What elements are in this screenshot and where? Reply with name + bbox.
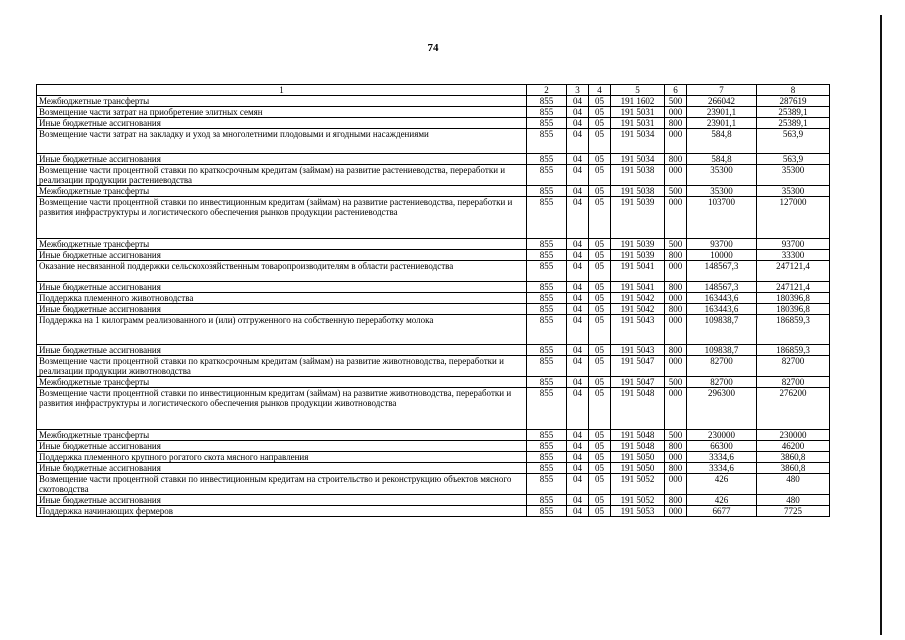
code-section-cell: 04: [567, 118, 589, 129]
code-section-cell: 04: [567, 250, 589, 261]
amount-year2-cell: 127000: [757, 197, 830, 239]
row-label-cell: Поддержка начинающих фермеров: [37, 506, 527, 517]
code-type-cell: 500: [665, 430, 687, 441]
code-subsection-cell: 05: [589, 165, 611, 186]
code-target-cell: 191 5048: [611, 430, 665, 441]
code-section-cell: 04: [567, 282, 589, 293]
code-section-cell: 04: [567, 441, 589, 452]
code-section-cell: 04: [567, 304, 589, 315]
code-type-cell: 000: [665, 261, 687, 282]
row-label-cell: Межбюджетные трансферты: [37, 239, 527, 250]
code-section-cell: 04: [567, 388, 589, 430]
amount-year1-cell: 230000: [687, 430, 757, 441]
row-label-cell: Возмещение части процентной ставки по краткосрочным кредитам (займам) на развитие растениеводства, переработки и реализации продукции растениеводства: [37, 165, 527, 186]
row-label-cell: Иные бюджетные ассигнования: [37, 345, 527, 356]
code-target-cell: 191 5039: [611, 250, 665, 261]
code-section-cell: 04: [567, 315, 589, 345]
amount-year1-cell: 163443,6: [687, 304, 757, 315]
code-subsection-cell: 05: [589, 315, 611, 345]
amount-year2-cell: 276200: [757, 388, 830, 430]
table-row: [37, 154, 830, 165]
row-label-cell: Иные бюджетные ассигнования: [37, 282, 527, 293]
code-type-cell: 000: [665, 452, 687, 463]
amount-year1-cell: 10000: [687, 250, 757, 261]
header-cell: 4: [589, 85, 611, 96]
table-row: [37, 293, 830, 304]
header-cell: 5: [611, 85, 665, 96]
code-type-cell: 800: [665, 345, 687, 356]
code-target-cell: 191 1602: [611, 96, 665, 107]
code-type-cell: 800: [665, 118, 687, 129]
code-section-cell: 04: [567, 452, 589, 463]
row-label-cell: Иные бюджетные ассигнования: [37, 154, 527, 165]
code-section-cell: 04: [567, 107, 589, 118]
code-target-cell: 191 5050: [611, 452, 665, 463]
code-subsection-cell: 05: [589, 441, 611, 452]
code-type-cell: 000: [665, 506, 687, 517]
amount-year1-cell: 93700: [687, 239, 757, 250]
code-ministry-cell: 855: [527, 388, 567, 430]
code-type-cell: 000: [665, 165, 687, 186]
code-ministry-cell: 855: [527, 345, 567, 356]
table-body: [37, 85, 830, 517]
code-target-cell: 191 5047: [611, 356, 665, 377]
code-ministry-cell: 855: [527, 506, 567, 517]
row-label-cell: Возмещение части процентной ставки по инвестиционным кредитам (займам) на развитие растениеводства, переработки и развития инфраструктуры и логистического обеспечения рынков продукции растениеводства: [37, 197, 527, 239]
table-row: [37, 506, 830, 517]
row-label-cell: Иные бюджетные ассигнования: [37, 495, 527, 506]
code-ministry-cell: 855: [527, 304, 567, 315]
table-row: [37, 474, 830, 495]
code-type-cell: 500: [665, 96, 687, 107]
code-subsection-cell: 05: [589, 506, 611, 517]
amount-year2-cell: 230000: [757, 430, 830, 441]
code-subsection-cell: 05: [589, 452, 611, 463]
header-cell: 6: [665, 85, 687, 96]
code-target-cell: 191 5038: [611, 186, 665, 197]
code-target-cell: 191 5034: [611, 154, 665, 165]
amount-year1-cell: 35300: [687, 165, 757, 186]
code-subsection-cell: 05: [589, 250, 611, 261]
code-type-cell: 500: [665, 239, 687, 250]
code-target-cell: 191 5039: [611, 239, 665, 250]
amount-year1-cell: 163443,6: [687, 293, 757, 304]
row-label-cell: Межбюджетные трансферты: [37, 96, 527, 107]
code-ministry-cell: 855: [527, 452, 567, 463]
amount-year1-cell: 6677: [687, 506, 757, 517]
code-ministry-cell: 855: [527, 165, 567, 186]
code-ministry-cell: 855: [527, 154, 567, 165]
amount-year1-cell: 35300: [687, 186, 757, 197]
code-target-cell: 191 5041: [611, 282, 665, 293]
row-label-cell: Межбюджетные трансферты: [37, 377, 527, 388]
code-type-cell: 800: [665, 495, 687, 506]
code-subsection-cell: 05: [589, 129, 611, 154]
header-cell: 1: [37, 85, 527, 96]
budget-table: [36, 84, 830, 517]
row-label-cell: Оказание несвязанной поддержки сельскохозяйственным товаропроизводителям в области растениеводства: [37, 261, 527, 282]
code-ministry-cell: 855: [527, 495, 567, 506]
code-section-cell: 04: [567, 186, 589, 197]
amount-year1-cell: 3334,6: [687, 452, 757, 463]
amount-year1-cell: 148567,3: [687, 282, 757, 293]
amount-year2-cell: 287619: [757, 96, 830, 107]
code-target-cell: 191 5039: [611, 197, 665, 239]
code-subsection-cell: 05: [589, 197, 611, 239]
code-section-cell: 04: [567, 463, 589, 474]
table-row: [37, 261, 830, 282]
code-target-cell: 191 5042: [611, 293, 665, 304]
amount-year2-cell: 480: [757, 474, 830, 495]
table-row: [37, 430, 830, 441]
amount-year2-cell: 35300: [757, 165, 830, 186]
row-label-cell: Межбюджетные трансферты: [37, 430, 527, 441]
amount-year1-cell: 109838,7: [687, 315, 757, 345]
code-target-cell: 191 5052: [611, 474, 665, 495]
table-row: [37, 441, 830, 452]
code-type-cell: 800: [665, 282, 687, 293]
page-edge-divider: [880, 15, 882, 635]
amount-year1-cell: 426: [687, 474, 757, 495]
table-row: [37, 315, 830, 345]
code-section-cell: 04: [567, 96, 589, 107]
row-label-cell: Возмещение части процентной ставки по инвестиционным кредитам на строительство и реконструкцию объектов мясного скотоводства: [37, 474, 527, 495]
amount-year2-cell: 33300: [757, 250, 830, 261]
code-section-cell: 04: [567, 377, 589, 388]
amount-year2-cell: 480: [757, 495, 830, 506]
amount-year2-cell: 180396,8: [757, 293, 830, 304]
amount-year2-cell: 35300: [757, 186, 830, 197]
code-type-cell: 800: [665, 463, 687, 474]
table-row: [37, 345, 830, 356]
code-ministry-cell: 855: [527, 96, 567, 107]
code-ministry-cell: 855: [527, 356, 567, 377]
table-row: [37, 118, 830, 129]
amount-year2-cell: 46200: [757, 441, 830, 452]
code-subsection-cell: 05: [589, 345, 611, 356]
code-ministry-cell: 855: [527, 107, 567, 118]
code-target-cell: 191 5048: [611, 441, 665, 452]
table-row: [37, 165, 830, 186]
code-ministry-cell: 855: [527, 129, 567, 154]
code-type-cell: 800: [665, 441, 687, 452]
row-label-cell: Иные бюджетные ассигнования: [37, 463, 527, 474]
code-subsection-cell: 05: [589, 388, 611, 430]
table-row: [37, 356, 830, 377]
code-target-cell: 191 5047: [611, 377, 665, 388]
code-target-cell: 191 5031: [611, 118, 665, 129]
code-ministry-cell: 855: [527, 186, 567, 197]
code-type-cell: 000: [665, 293, 687, 304]
code-type-cell: 800: [665, 250, 687, 261]
code-ministry-cell: 855: [527, 430, 567, 441]
code-type-cell: 000: [665, 107, 687, 118]
table-row: [37, 96, 830, 107]
code-section-cell: 04: [567, 165, 589, 186]
amount-year2-cell: 7725: [757, 506, 830, 517]
row-label-cell: Возмещение части процентной ставки по инвестиционным кредитам (займам) на развитие животноводства, переработки и развития инфраструктуры и логистического обеспечения рынков продукции животноводства: [37, 388, 527, 430]
code-subsection-cell: 05: [589, 96, 611, 107]
code-ministry-cell: 855: [527, 282, 567, 293]
amount-year1-cell: 296300: [687, 388, 757, 430]
row-label-cell: Иные бюджетные ассигнования: [37, 250, 527, 261]
code-type-cell: 000: [665, 388, 687, 430]
row-label-cell: Иные бюджетные ассигнования: [37, 304, 527, 315]
table-row: [37, 282, 830, 293]
amount-year2-cell: 563,9: [757, 129, 830, 154]
code-subsection-cell: 05: [589, 261, 611, 282]
code-section-cell: 04: [567, 197, 589, 239]
code-type-cell: 000: [665, 129, 687, 154]
table-row: [37, 495, 830, 506]
amount-year1-cell: 103700: [687, 197, 757, 239]
table-row: [37, 463, 830, 474]
amount-year2-cell: 186859,3: [757, 345, 830, 356]
code-ministry-cell: 855: [527, 293, 567, 304]
amount-year1-cell: 109838,7: [687, 345, 757, 356]
row-label-cell: Возмещение части затрат на приобретение элитных семян: [37, 107, 527, 118]
code-subsection-cell: 05: [589, 430, 611, 441]
code-subsection-cell: 05: [589, 186, 611, 197]
code-subsection-cell: 05: [589, 463, 611, 474]
code-subsection-cell: 05: [589, 304, 611, 315]
code-type-cell: 500: [665, 186, 687, 197]
code-target-cell: 191 5031: [611, 107, 665, 118]
code-section-cell: 04: [567, 430, 589, 441]
amount-year2-cell: 82700: [757, 377, 830, 388]
amount-year2-cell: 247121,4: [757, 261, 830, 282]
amount-year1-cell: 23901,1: [687, 118, 757, 129]
table-row: [37, 452, 830, 463]
table-row: [37, 250, 830, 261]
table-row: [37, 107, 830, 118]
row-label-cell: Иные бюджетные ассигнования: [37, 441, 527, 452]
amount-year2-cell: 563,9: [757, 154, 830, 165]
code-ministry-cell: 855: [527, 261, 567, 282]
table-row: [37, 239, 830, 250]
amount-year1-cell: 66300: [687, 441, 757, 452]
code-target-cell: 191 5043: [611, 315, 665, 345]
code-section-cell: 04: [567, 506, 589, 517]
code-target-cell: 191 5053: [611, 506, 665, 517]
code-subsection-cell: 05: [589, 474, 611, 495]
code-ministry-cell: 855: [527, 315, 567, 345]
code-subsection-cell: 05: [589, 154, 611, 165]
code-section-cell: 04: [567, 293, 589, 304]
code-section-cell: 04: [567, 154, 589, 165]
code-ministry-cell: 855: [527, 239, 567, 250]
amount-year1-cell: 148567,3: [687, 261, 757, 282]
amount-year1-cell: 584,8: [687, 129, 757, 154]
amount-year2-cell: 25389,1: [757, 107, 830, 118]
amount-year2-cell: 3860,8: [757, 452, 830, 463]
code-subsection-cell: 05: [589, 107, 611, 118]
code-subsection-cell: 05: [589, 239, 611, 250]
code-subsection-cell: 05: [589, 495, 611, 506]
amount-year2-cell: 180396,8: [757, 304, 830, 315]
amount-year1-cell: 82700: [687, 377, 757, 388]
code-ministry-cell: 855: [527, 377, 567, 388]
code-type-cell: 500: [665, 377, 687, 388]
code-section-cell: 04: [567, 239, 589, 250]
amount-year2-cell: 3860,8: [757, 463, 830, 474]
code-ministry-cell: 855: [527, 250, 567, 261]
row-label-cell: Возмещение части затрат на закладку и уход за многолетними плодовыми и ягодными насаждениями: [37, 129, 527, 154]
code-section-cell: 04: [567, 495, 589, 506]
table-header-row: [37, 85, 830, 96]
amount-year2-cell: 247121,4: [757, 282, 830, 293]
table-row: [37, 377, 830, 388]
code-type-cell: 000: [665, 315, 687, 345]
code-ministry-cell: 855: [527, 474, 567, 495]
code-type-cell: 800: [665, 154, 687, 165]
code-subsection-cell: 05: [589, 293, 611, 304]
row-label-cell: Возмещение части процентной ставки по краткосрочным кредитам (займам) на развитие животноводства, переработки и реализации продукции животноводства: [37, 356, 527, 377]
table-row: [37, 388, 830, 430]
table-row: [37, 186, 830, 197]
code-subsection-cell: 05: [589, 118, 611, 129]
code-type-cell: 800: [665, 304, 687, 315]
row-label-cell: Иные бюджетные ассигнования: [37, 118, 527, 129]
row-label-cell: Поддержка племенного крупного рогатого скота мясного направления: [37, 452, 527, 463]
amount-year1-cell: 3334,6: [687, 463, 757, 474]
code-subsection-cell: 05: [589, 282, 611, 293]
amount-year2-cell: 25389,1: [757, 118, 830, 129]
table-row: [37, 197, 830, 239]
header-cell: 8: [757, 85, 830, 96]
amount-year2-cell: 93700: [757, 239, 830, 250]
code-target-cell: 191 5042: [611, 304, 665, 315]
code-target-cell: 191 5038: [611, 165, 665, 186]
code-ministry-cell: 855: [527, 118, 567, 129]
code-type-cell: 000: [665, 356, 687, 377]
row-label-cell: Поддержка на 1 килограмм реализованного и (или) отгруженного на собственную переработку молока: [37, 315, 527, 345]
code-subsection-cell: 05: [589, 356, 611, 377]
table-row: [37, 129, 830, 154]
code-section-cell: 04: [567, 474, 589, 495]
code-target-cell: 191 5043: [611, 345, 665, 356]
code-type-cell: 000: [665, 474, 687, 495]
code-section-cell: 04: [567, 345, 589, 356]
code-target-cell: 191 5048: [611, 388, 665, 430]
amount-year1-cell: 23901,1: [687, 107, 757, 118]
code-type-cell: 000: [665, 197, 687, 239]
code-ministry-cell: 855: [527, 441, 567, 452]
header-cell: 2: [527, 85, 567, 96]
amount-year1-cell: 82700: [687, 356, 757, 377]
code-target-cell: 191 5034: [611, 129, 665, 154]
amount-year2-cell: 82700: [757, 356, 830, 377]
header-cell: 7: [687, 85, 757, 96]
row-label-cell: Межбюджетные трансферты: [37, 186, 527, 197]
code-section-cell: 04: [567, 129, 589, 154]
amount-year1-cell: 426: [687, 495, 757, 506]
amount-year2-cell: 186859,3: [757, 315, 830, 345]
code-target-cell: 191 5050: [611, 463, 665, 474]
amount-year1-cell: 584,8: [687, 154, 757, 165]
code-ministry-cell: 855: [527, 197, 567, 239]
code-section-cell: 04: [567, 356, 589, 377]
code-section-cell: 04: [567, 261, 589, 282]
code-subsection-cell: 05: [589, 377, 611, 388]
code-ministry-cell: 855: [527, 463, 567, 474]
header-cell: 3: [567, 85, 589, 96]
table-row: [37, 304, 830, 315]
row-label-cell: Поддержка племенного животноводства: [37, 293, 527, 304]
code-target-cell: 191 5052: [611, 495, 665, 506]
amount-year1-cell: 266042: [687, 96, 757, 107]
page-number: 74: [427, 42, 439, 54]
code-target-cell: 191 5041: [611, 261, 665, 282]
